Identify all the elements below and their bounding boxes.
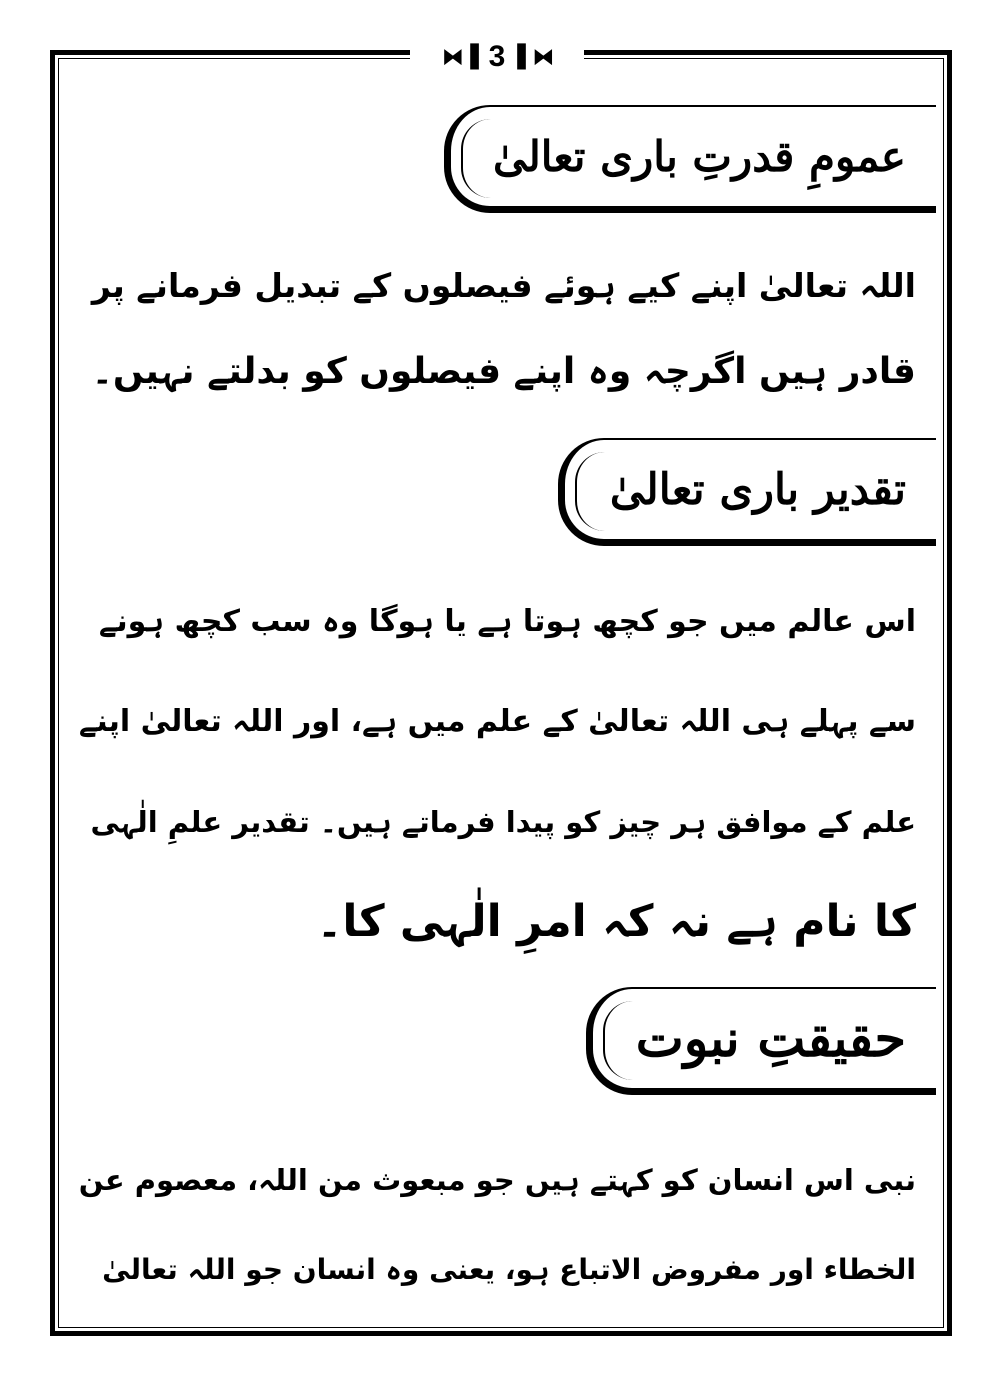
section-1-line-1: اللہ تعالیٰ اپنے کیے ہوئے فیصلوں کے تبدیل فرمانے پر (91, 266, 916, 305)
section-1-line-2: قادر ہیں اگرچہ وہ اپنے فیصلوں کو بدلتے نہیں۔ (91, 351, 916, 392)
ornament-right-icon: ▌⧓ (517, 44, 553, 70)
section-heading-1 (444, 105, 936, 213)
section-2-line-2: سے پہلے ہی اللہ تعالیٰ کے علم میں ہے، اور اللہ تعالیٰ اپنے (78, 704, 916, 739)
section-heading-3-text: حقیقتِ نبوت (635, 1008, 906, 1069)
section-heading-2-text: تقدیر باری تعالیٰ (609, 464, 906, 515)
section-3-line-1: نبی اس انسان کو کہتے ہیں جو مبعوث من اللہ، معصوم عن (78, 1163, 916, 1197)
section-2-line-1: اس عالم میں جو کچھ ہوتا ہے یا ہوگا وہ سب کچھ ہونے (98, 604, 916, 639)
ornament-left-icon: ⧓▐ (441, 44, 477, 70)
page-number-ornament (410, 36, 584, 78)
section-3-line-2: الخطاء اور مفروض الاتباع ہو، یعنی وہ انسان جو اللہ تعالیٰ (102, 1253, 916, 1286)
section-heading-2 (558, 438, 936, 546)
section-2-line-3: علم کے موافق ہر چیز کو پیدا فرماتے ہیں۔ تقدیر علمِ الٰہی (90, 805, 916, 839)
section-heading-3 (586, 987, 936, 1095)
page-number: 3 (488, 40, 506, 73)
section-heading-1-text: عمومِ قدرتِ باری تعالیٰ (492, 132, 906, 181)
section-2-line-4: کا نام ہے نہ کہ امرِ الٰہی کا۔ (316, 896, 916, 947)
